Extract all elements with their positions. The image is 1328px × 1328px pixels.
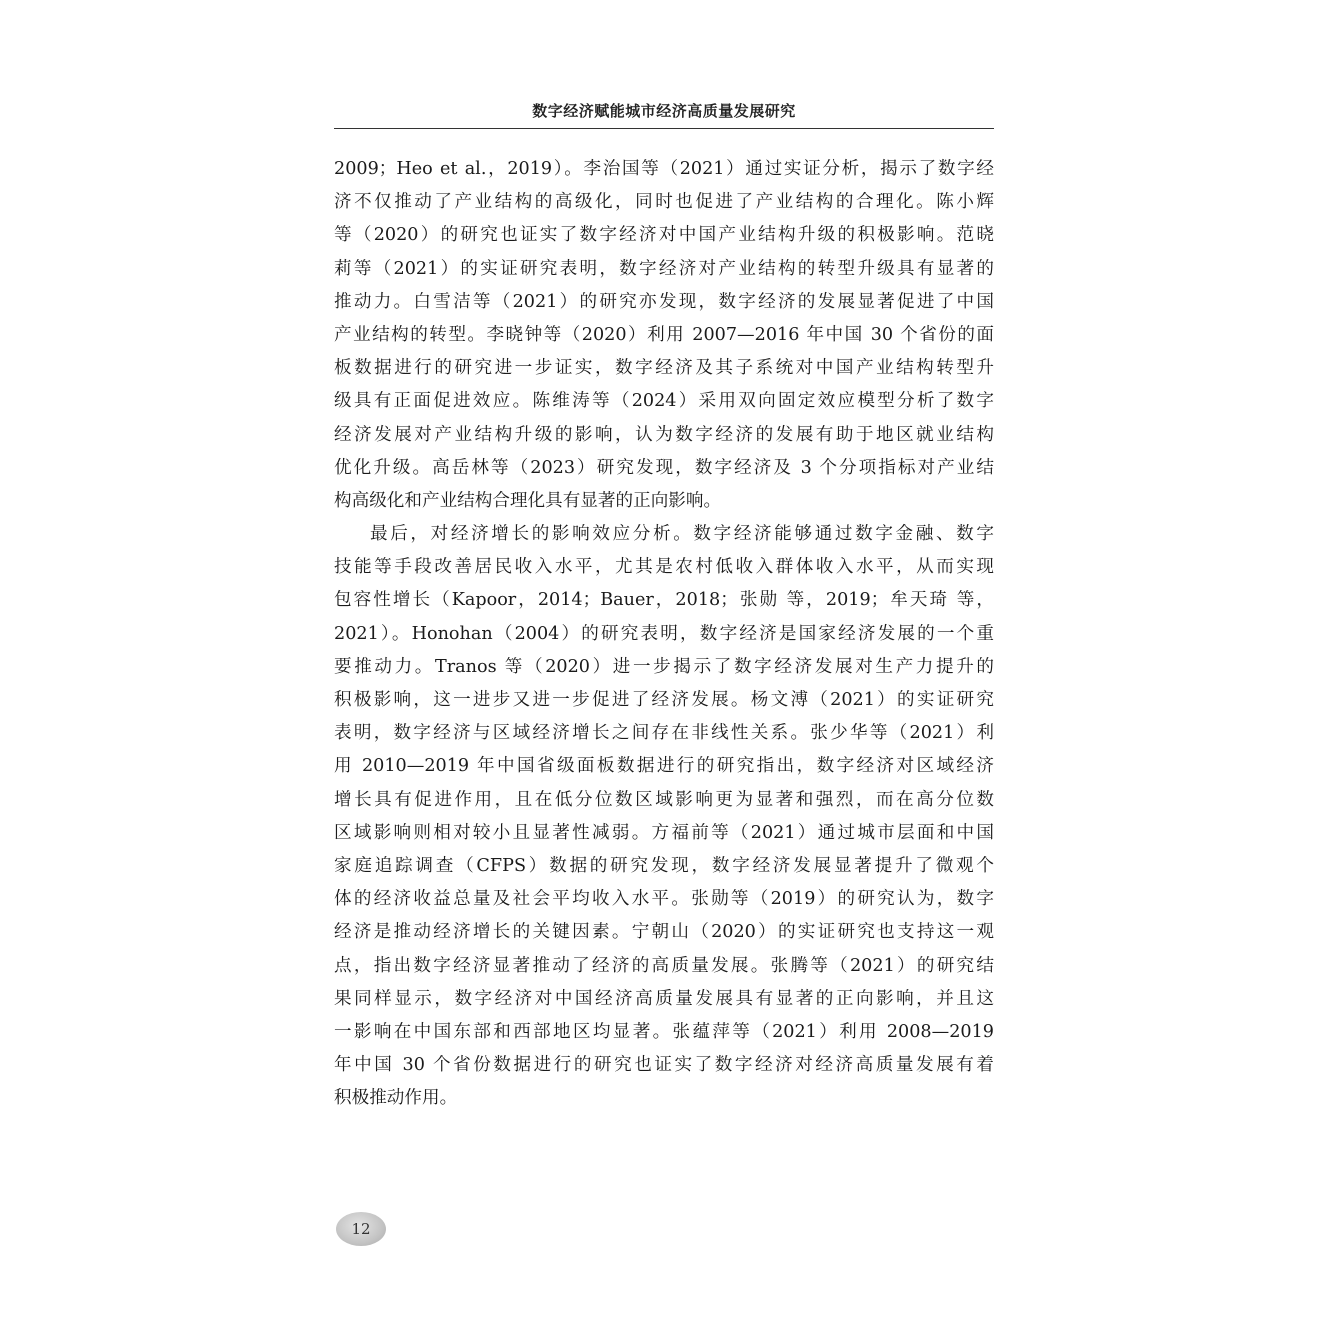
page-number-badge: 12 [336, 1212, 386, 1246]
header-rule [334, 128, 994, 129]
text-line: 构高级化和产业结构合理化具有显著的正向影响。 [334, 490, 722, 511]
text-line: 产业结构的转型。李晓钟等（2020）利用 2007—2016 年中国 30 个省份的面 [334, 324, 994, 345]
text-line: 积极影响，这一进步又进一步促进了经济发展。杨文溥（2021）的实证研究 [334, 690, 994, 710]
text-line: 点，指出数字经济显著推动了经济的高质量发展。张腾等（2021）的研究结 [334, 955, 994, 976]
paragraph [334, 518, 994, 1115]
text-line: 经济发展对产业结构升级的影响，认为数字经济的发展有助于地区就业结构 [334, 424, 994, 445]
paragraph [334, 153, 994, 518]
text-line: 体的经济收益总量及社会平均收入水平。张勋等（2019）的研究认为，数字 [334, 889, 994, 910]
text-line: 优化升级。高岳林等（2023）研究发现，数字经济及 3 个分项指标对产业结 [334, 457, 994, 478]
text-line: 莉等（2021）的实证研究表明，数字经济对产业结构的转型升级具有显著的 [334, 258, 994, 279]
text-line: 级具有正面促进效应。陈维涛等（2024）采用双向固定效应模型分析了数字 [334, 391, 994, 412]
text-line: 最后，对经济增长的影响效应分析。数字经济能够通过数字金融、数字 [370, 524, 994, 545]
text-line: 板数据进行的研究进一步证实，数字经济及其子系统对中国产业结构转型升 [334, 358, 994, 379]
text-line: 家庭追踪调查（CFPS）数据的研究发现，数字经济发展显著提升了微观个 [334, 855, 994, 876]
text-line: 用 2010—2019 年中国省级面板数据进行的研究指出，数字经济对区域经济 [334, 756, 994, 777]
text-line: 一影响在中国东部和西部地区均显著。张蕴萍等（2021）利用 2008—2019 [334, 1021, 994, 1042]
running-header: 数字经济赋能城市经济高质量发展研究 [532, 102, 796, 120]
text-line: 济不仅推动了产业结构的高级化，同时也促进了产业结构的合理化。陈小辉 [334, 192, 994, 213]
text-line: 技能等手段改善居民收入水平，尤其是农村低收入群体收入水平，从而实现 [334, 557, 994, 578]
text-line: 增长具有促进作用，且在低分位数区域影响更为显著和强烈，而在高分位数 [334, 789, 994, 810]
text-line: 2009；Heo et al.，2019）。李治国等（2021）通过实证分析，揭示了数字经 [334, 159, 994, 179]
text-line: 推动力。白雪洁等（2021）的研究亦发现，数字经济的发展显著促进了中国 [334, 291, 994, 312]
text-line: 要推动力。Tranos 等（2020）进一步揭示了数字经济发展对生产力提升的 [334, 656, 994, 677]
text-line: 区域影响则相对较小且显著性减弱。方福前等（2021）通过城市层面和中国 [334, 822, 994, 843]
text-line: 经济是推动经济增长的关键因素。宁朝山（2020）的实证研究也支持这一观 [334, 922, 994, 943]
text-line: 年中国 30 个省份数据进行的研究也证实了数字经济对经济高质量发展有着 [334, 1055, 994, 1076]
text-line: 包容性增长（Kapoor，2014；Bauer，2018；张勋 等，2019；牟天琦 等， [334, 590, 994, 611]
text-line: 2021）。Honohan（2004）的研究表明，数字经济是国家经济发展的一个重 [334, 623, 994, 644]
body-text [334, 153, 994, 1115]
text-line: 积极推动作用。 [334, 1088, 458, 1109]
text-line: 表明，数字经济与区域经济增长之间存在非线性关系。张少华等（2021）利 [334, 723, 994, 744]
text-line: 等（2020）的研究也证实了数字经济对中国产业结构升级的积极影响。范晓 [334, 225, 994, 246]
text-line: 果同样显示，数字经济对中国经济高质量发展具有显著的正向影响，并且这 [334, 988, 994, 1009]
